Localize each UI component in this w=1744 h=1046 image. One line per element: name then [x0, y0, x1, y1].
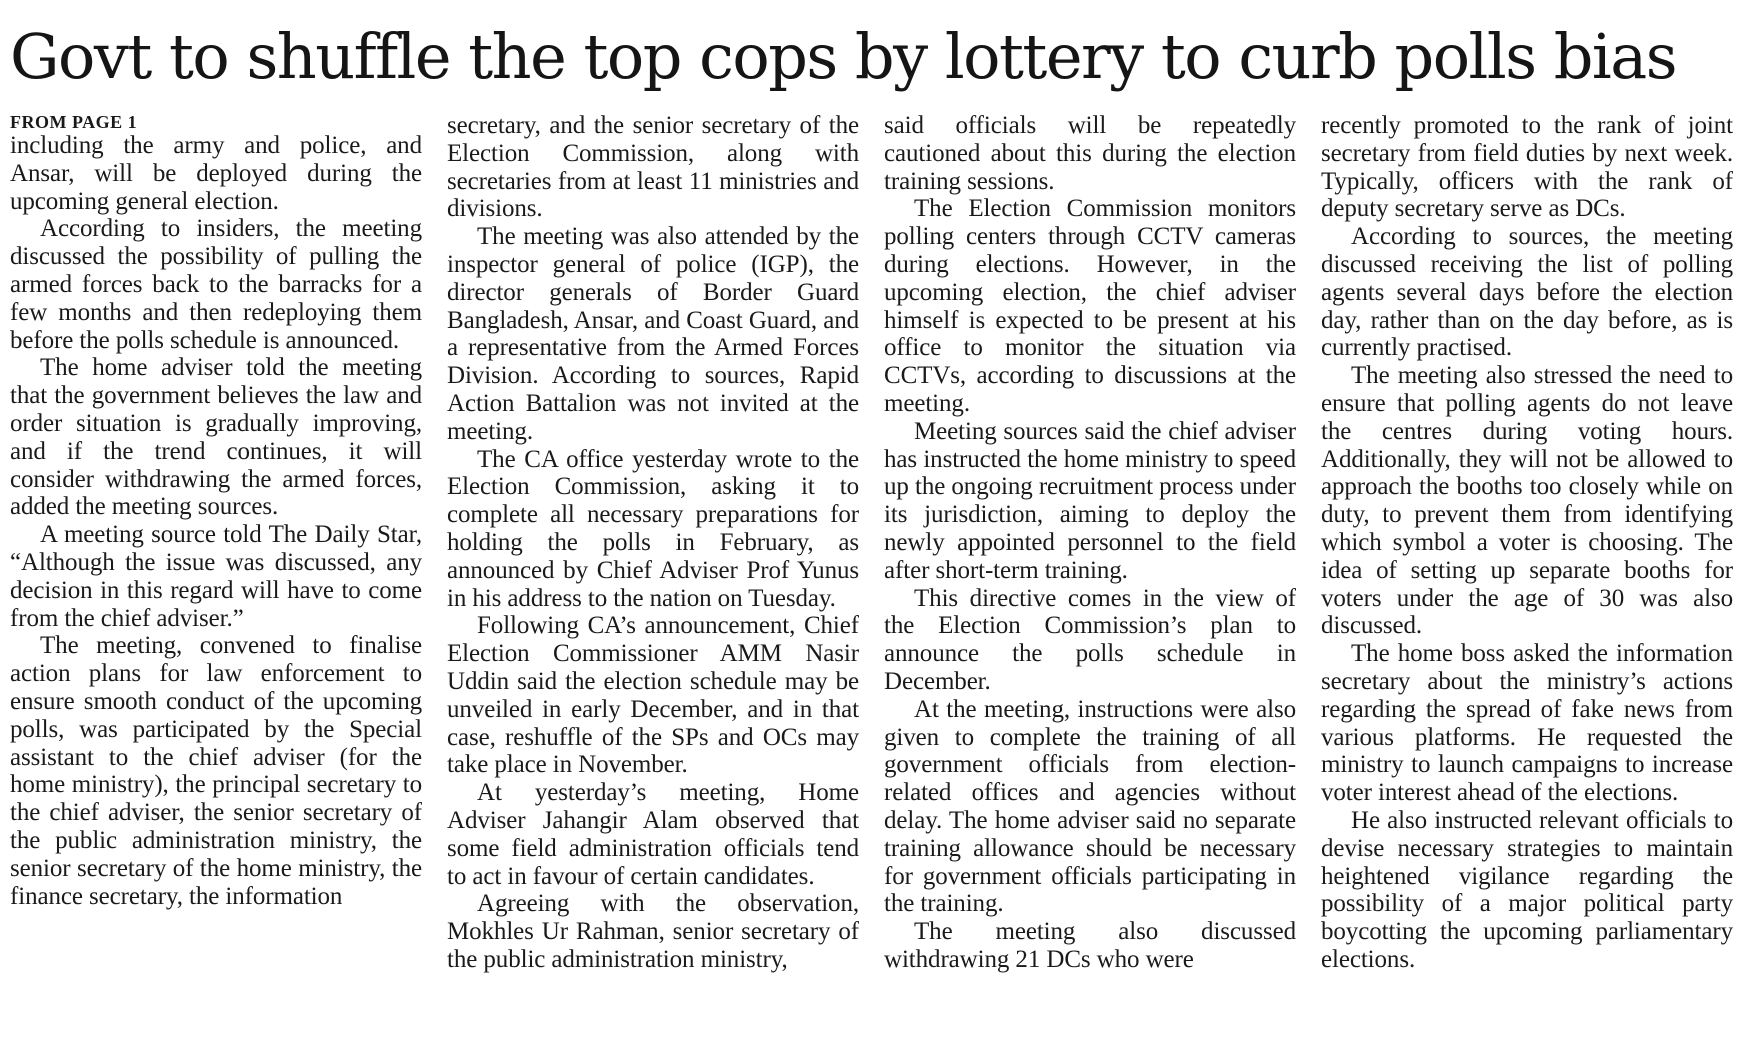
paragraph: Agreeing with the observation, Mokhles Ur Rahman, senior secretary of the public administration ministry, [447, 890, 859, 973]
paragraph: Meeting sources said the chief adviser has instructed the home ministry to speed up the ongoing recruitment process under its jurisdiction, aiming to deploy the newly appointed personnel to the field after short-term training. [884, 417, 1296, 584]
paragraph: The CA office yesterday wrote to the Election Commission, asking it to complete all necessary preparations for holding the polls in February, as announced by Chief Adviser Prof Yunus in his address to the nation on Tuesday. [447, 445, 859, 612]
paragraph: The meeting, convened to finalise action plans for law enforcement to ensure smooth conduct of the upcoming polls, was participated by the Special assistant to the chief adviser (for the home ministry), the principal secretary to the chief adviser, the senior secretary of the public administration ministry, the senior secretary of the home ministry, the finance secretary, the information [10, 632, 422, 910]
paragraph: He also instructed relevant officials to devise necessary strategies to maintain heightened vigilance regarding the possibility of a major political party boycotting the upcoming parliamentary elections. [1321, 806, 1733, 973]
article-column-1 [10, 112, 422, 1040]
article-column-4 [1321, 112, 1733, 1040]
paragraph: At the meeting, instructions were also given to complete the training of all government officials from election-related offices and agencies without delay. The home adviser said no separate training allowance should be necessary for government officials participating in the training. [884, 695, 1296, 918]
article-body [10, 112, 1734, 1040]
continuation-kicker: FROM PAGE 1 [10, 112, 138, 132]
article-column-2 [447, 112, 859, 1040]
paragraph: recently promoted to the rank of joint secretary from field duties by next week. Typically, officers with the rank of deputy secretary serve as DCs. [1321, 112, 1733, 223]
paragraph: said officials will be repeatedly cautioned about this during the election training sessions. [884, 112, 1296, 195]
paragraph: A meeting source told The Daily Star, “Although the issue was discussed, any decision in this regard will have to come from the chief adviser.” [10, 521, 422, 632]
paragraph: The home adviser told the meeting that the government believes the law and order situation is gradually improving, and if the trend continues, it will consider withdrawing the armed forces, added the meeting sources. [10, 354, 422, 521]
paragraph: The Election Commission monitors polling centers through CCTV cameras during elections. However, in the upcoming election, the chief adviser himself is expected to be present at his office to monitor the situation via CCTVs, according to discussions at the meeting. [884, 195, 1296, 417]
paragraph: The meeting was also attended by the inspector general of police (IGP), the director generals of Border Guard Bangladesh, Ansar, and Coast Guard, and a representative from the Armed Forces Division. According to sources, Rapid Action Battalion was not invited at the meeting. [447, 223, 859, 445]
paragraph: The meeting also stressed the need to ensure that polling agents do not leave the centres during voting hours. Additionally, they will not be allowed to approach the booths too closely while on duty, to prevent them from identifying which symbol a voter is choosing. The idea of setting up separate booths for voters under the age of 30 was also discussed. [1321, 362, 1733, 640]
paragraph: According to sources, the meeting discussed receiving the list of polling agents several days before the election day, rather than on the day before, as is currently practised. [1321, 223, 1733, 362]
paragraph: secretary, and the senior secretary of the Election Commission, along with secretaries from at least 11 ministries and divisions. [447, 112, 859, 223]
paragraph: At yesterday’s meeting, Home Adviser Jahangir Alam observed that some field administration officials tend to act in favour of certain candidates. [447, 779, 859, 890]
paragraph: including the army and police, and Ansar, will be deployed during the upcoming general election. [10, 132, 422, 215]
article-headline: Govt to shuffle the top cops by lottery to curb polls bias [10, 20, 1677, 93]
paragraph: The meeting also discussed withdrawing 21 DCs who were [884, 918, 1296, 973]
paragraph: Following CA’s announcement, Chief Election Commissioner AMM Nasir Uddin said the election schedule may be unveiled in early December, and in that case, reshuffle of the SPs and OCs may take place in November. [447, 612, 859, 779]
article-column-3 [884, 112, 1296, 1040]
paragraph: This directive comes in the view of the Election Commission’s plan to announce the polls schedule in December. [884, 584, 1296, 695]
paragraph: According to insiders, the meeting discussed the possibility of pulling the armed forces back to the barracks for a few months and then redeploying them before the polls schedule is announced. [10, 215, 422, 354]
paragraph: The home boss asked the information secretary about the ministry’s actions regarding the spread of fake news from various platforms. He requested the ministry to launch campaigns to increase voter interest ahead of the elections. [1321, 640, 1733, 807]
